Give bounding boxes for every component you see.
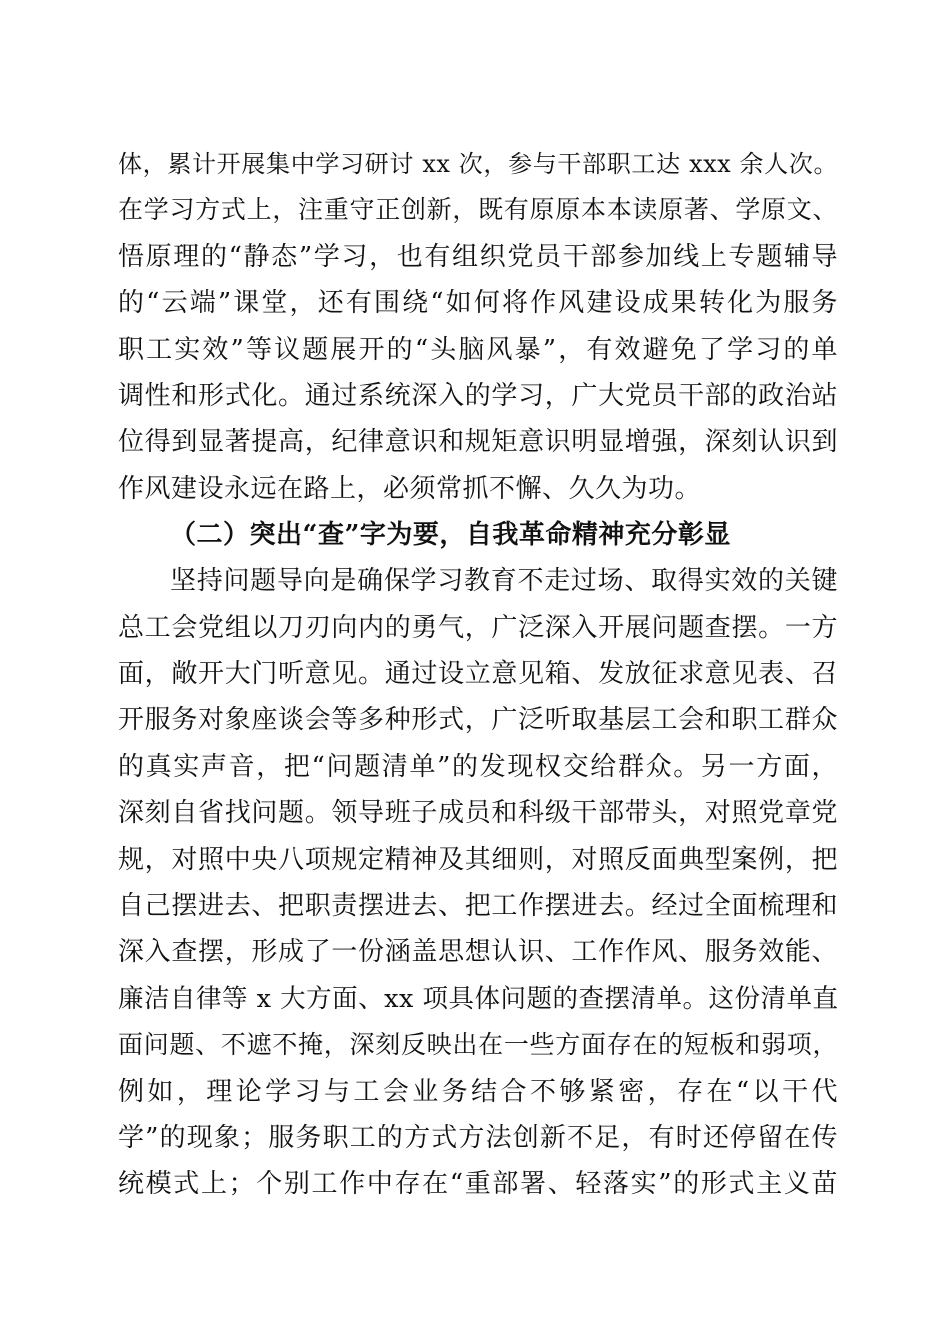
paragraph-line: 统模式上；个别工作中存在“重部署、轻落实”的形式主义苗 — [118, 1169, 838, 1199]
paragraph-line: 规，对照中央八项规定精神及其细则，对照反面典型案例，把 — [118, 845, 838, 875]
paragraph-line: 面，敞开大门听意见。通过设立意见箱、发放征求意见表、召 — [118, 659, 838, 689]
paragraph-line: 深入查摆，形成了一份涵盖思想认识、工作作风、服务效能、 — [118, 937, 838, 967]
paragraph-line: 位得到显著提高，纪律意识和规矩意识明显增强，深刻认识到 — [118, 427, 838, 457]
paragraph-line: 自己摆进去、把职责摆进去、把工作摆进去。经过全面梳理和 — [118, 891, 838, 921]
paragraph-line: 开服务对象座谈会等多种形式，广泛听取基层工会和职工群众 — [118, 705, 838, 735]
paragraph-line: 深刻自省找问题。领导班子成员和科级干部带头，对照党章党 — [118, 798, 838, 828]
paragraph-line: 坚持问题导向是确保学习教育不走过场、取得实效的关键 — [170, 566, 838, 596]
paragraph-line: 例如，理论学习与工会业务结合不够紧密，存在“以干代 — [118, 1077, 838, 1107]
paragraph-line: 调性和形式化。通过系统深入的学习，广大党员干部的政治站 — [118, 381, 838, 411]
paragraph-line: 作风建设永远在路上，必须常抓不懈、久久为功。 — [118, 474, 702, 504]
paragraph-line: 职工实效”等议题展开的“头脑风暴”，有效避免了学习的单 — [118, 335, 838, 365]
paragraph-line: 在学习方式上，注重守正创新，既有原原本本读原著、学原文、 — [118, 195, 838, 224]
paragraph-line: 总工会党组以刀刃向内的勇气，广泛深入开展问题查摆。一方 — [118, 613, 838, 643]
paragraph-line: 悟原理的“静态”学习，也有组织党员干部参加线上专题辅导 — [118, 242, 838, 272]
paragraph-line: 的真实声音，把“问题清单”的发现权交给群众。另一方面， — [118, 752, 838, 782]
paragraph-line: 的“云端”课堂，还有围绕“如何将作风建设成果转化为服务 — [118, 288, 838, 318]
paragraph-line: 体，累计开展集中学习研讨 xx 次，参与干部职工达 xxx 余人次。 — [118, 150, 838, 178]
paragraph-line: 廉洁自律等 x 大方面、xx 项具体问题的查摆清单。这份清单直 — [118, 984, 839, 1014]
paragraph-line: 学”的现象；服务职工的方式方法创新不足，有时还停留在传 — [118, 1123, 838, 1153]
paragraph-line: 面问题、不遮不掩，深刻反映出在一些方面存在的短板和弱项， — [118, 1030, 838, 1059]
section-heading: （二）突出“查”字为要，自我革命精神充分彰显 — [170, 520, 731, 550]
